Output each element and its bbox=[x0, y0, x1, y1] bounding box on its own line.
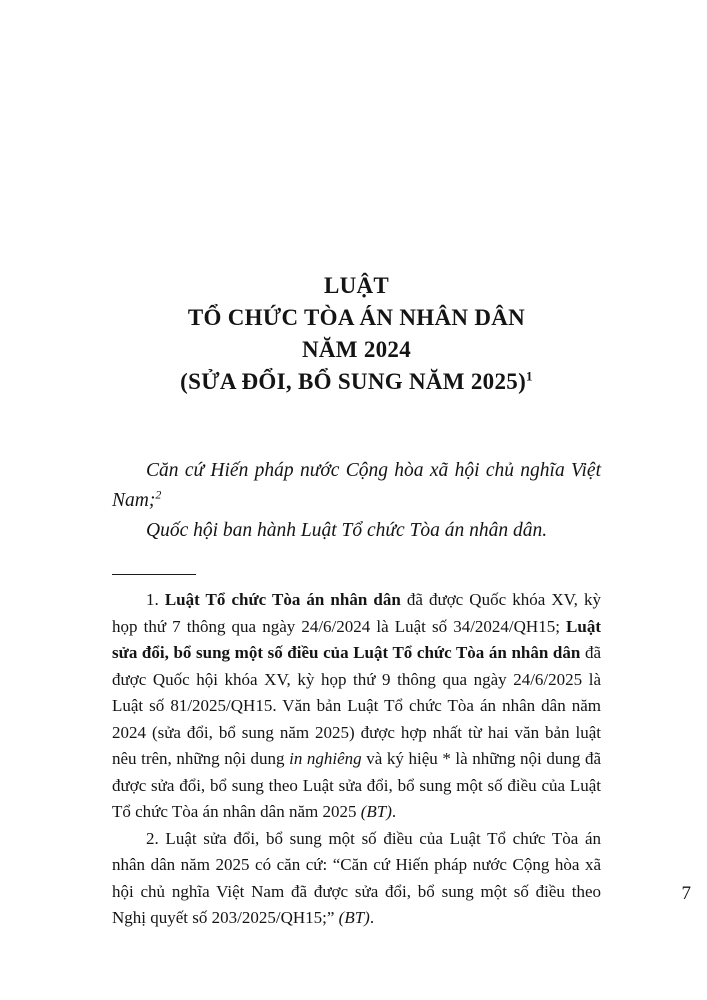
footnote-separator bbox=[112, 574, 196, 575]
title-line-4-text: (SỬA ĐỔI, BỔ SUNG NĂM 2025) bbox=[180, 369, 527, 394]
title-line-2: TỔ CHỨC TÒA ÁN NHÂN DÂN bbox=[187, 305, 526, 330]
preamble-paragraph-1 bbox=[112, 456, 601, 516]
footnotes-section bbox=[112, 587, 601, 932]
footnote-2: 2. Luật sửa đổi, bổ sung một số điều của Luật Tổ chức Tòa án nhân dân năm 2025 có căn cứ: “Căn cứ Hiến pháp nước Cộng hòa xã hội chủ nghĩa Việt Nam đã được sửa đổi, bổ sung một số điều theo Nghị quyết số 203/2025/QH15;” (BT). bbox=[112, 828, 601, 927]
footnote-1: 1. Luật Tổ chức Tòa án nhân dân đã được Quốc khóa XV, kỳ họp thứ 7 thông qua ngày 24/6/2024 là Luật số 34/2024/QH15; Luật sửa đổi, bổ sung một số điều của Luật Tổ chức Tòa án nhân dân đã được Quốc hội khóa XV, kỳ họp thứ 9 thông qua ngày 24/6/2025 là Luật số 81/2025/QH15. Văn bản Luật Tổ chức Tòa án nhân dân năm 2024 (sửa đổi, bổ sung năm 2025) được hợp nhất từ hai văn bản luật nêu trên, những nội dung in nghiêng và ký hiệu * là những nội dung đã được sửa đổi, bổ sung theo Luật sửa đổi, bổ sung một số điều của Luật Tổ chức Tòa án nhân dân năm 2025 (BT). bbox=[112, 590, 602, 821]
footnote-ref-2: 2 bbox=[155, 487, 162, 502]
page-number: 7 bbox=[681, 883, 691, 904]
title-line-1: LUẬT bbox=[323, 273, 390, 298]
document-title bbox=[112, 270, 601, 398]
preamble-paragraph-1-text: Căn cứ Hiến pháp nước Cộng hòa xã hội chủ nghĩa Việt Nam; bbox=[112, 460, 601, 511]
preamble bbox=[112, 456, 601, 546]
preamble-paragraph-2: Quốc hội ban hành Luật Tổ chức Tòa án nhân dân. bbox=[146, 520, 548, 541]
title-line-3: NĂM 2024 bbox=[301, 337, 412, 362]
footnote-ref-1: 1 bbox=[526, 368, 533, 384]
title-line-4 bbox=[112, 366, 601, 398]
